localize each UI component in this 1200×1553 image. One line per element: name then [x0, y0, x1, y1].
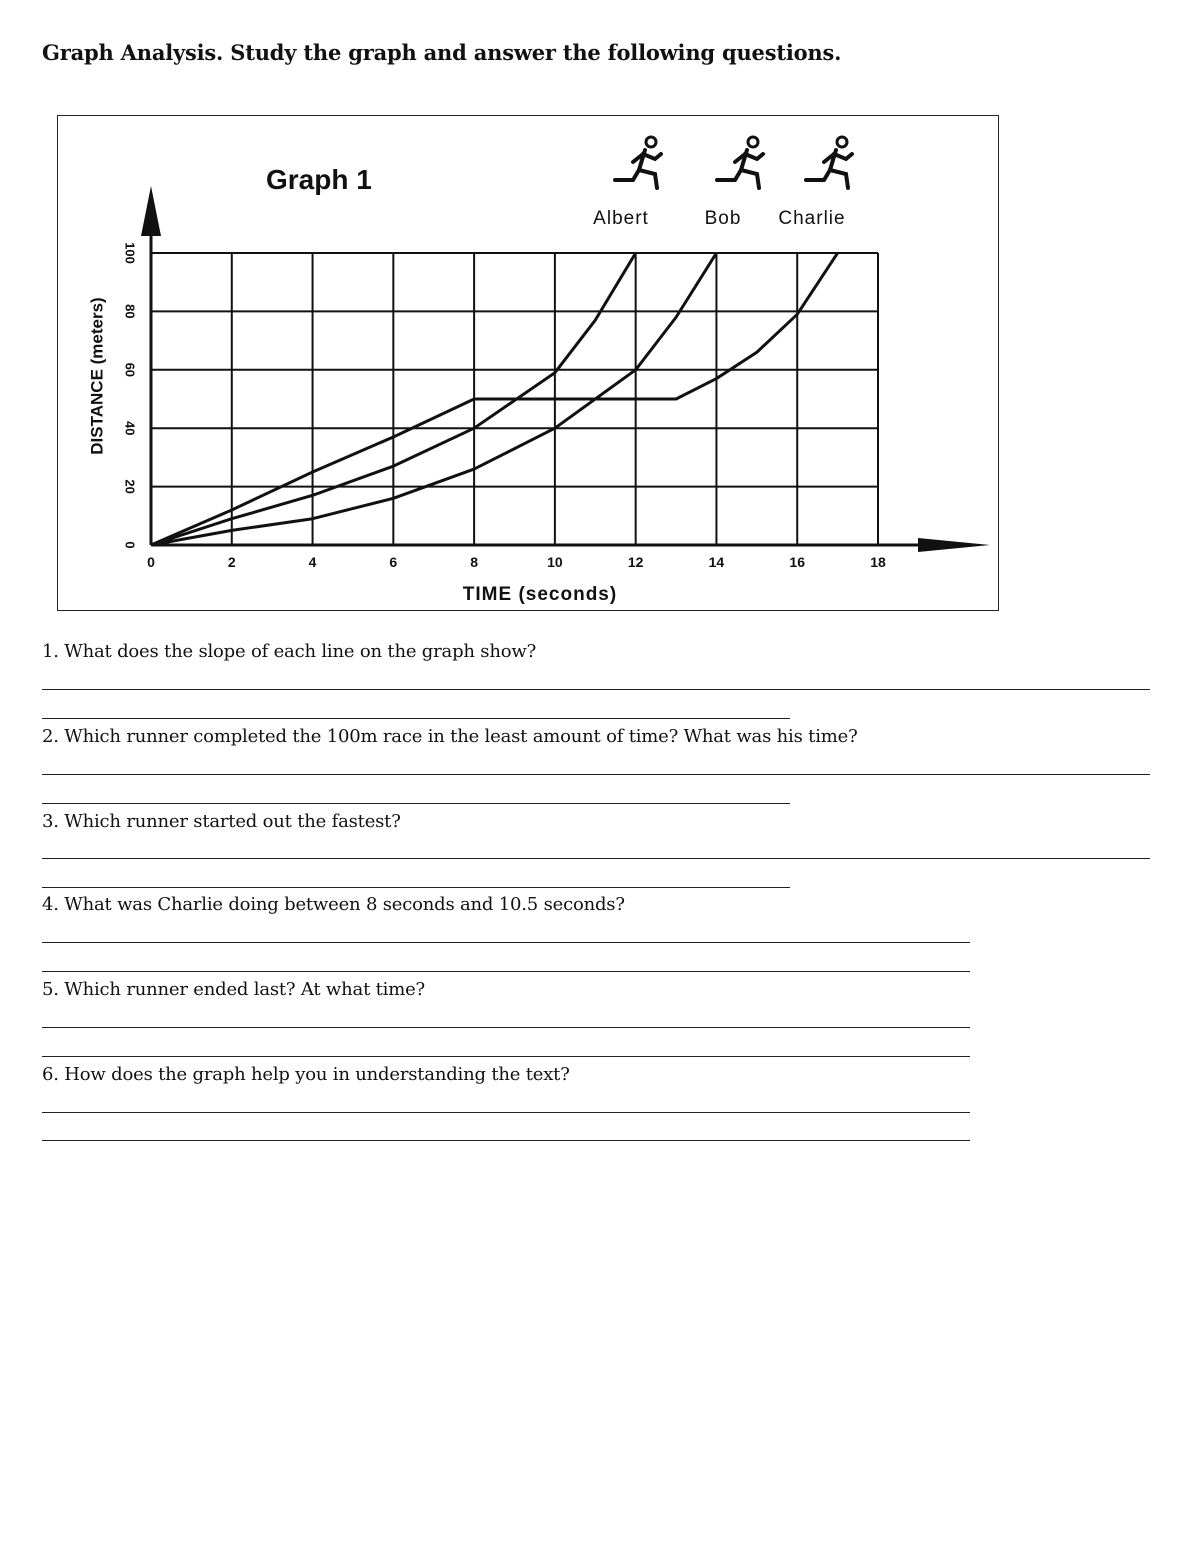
runner-icon	[615, 137, 661, 188]
y-axis-arrowhead	[141, 186, 161, 236]
x-tick-label: 18	[870, 554, 886, 570]
question-1: 1. What does the slope of each line on the graph show?	[42, 641, 537, 662]
x-tick-label: 10	[547, 554, 563, 570]
worksheet-heading: Graph Analysis. Study the graph and answer the following questions.	[42, 40, 842, 65]
x-tick-label: 8	[470, 554, 479, 570]
answer-line[interactable]	[42, 971, 970, 972]
y-tick-label: 0	[122, 541, 138, 549]
y-tick-label: 100	[122, 242, 138, 264]
answer-line[interactable]	[42, 774, 1150, 775]
answer-line[interactable]	[42, 1140, 970, 1141]
runner-icon	[717, 137, 763, 188]
legend-label: Albert	[593, 208, 649, 229]
series-line	[151, 253, 838, 545]
question-4: 4. What was Charlie doing between 8 seconds and 10.5 seconds?	[42, 894, 625, 915]
chart-title: Graph 1	[266, 164, 372, 195]
x-tick-label: 6	[389, 554, 398, 570]
y-tick-label: 40	[122, 420, 138, 436]
legend-label: Bob	[704, 208, 742, 229]
x-axis-arrowhead	[918, 538, 990, 552]
answer-line[interactable]	[42, 1027, 970, 1028]
question-3: 3. Which runner started out the fastest?	[42, 811, 401, 832]
answer-line[interactable]	[42, 887, 790, 888]
distance-time-chart	[58, 116, 1000, 612]
y-tick-label: 20	[122, 479, 138, 494]
x-tick-label: 0	[147, 554, 155, 570]
legend-label: Charlie	[778, 208, 846, 229]
answer-line[interactable]	[42, 718, 790, 719]
answer-line[interactable]	[42, 1056, 970, 1057]
answer-line[interactable]	[42, 803, 790, 804]
x-tick-label: 4	[308, 554, 317, 570]
x-tick-label: 16	[789, 554, 806, 570]
answer-line[interactable]	[42, 858, 1150, 859]
y-axis-label: DISTANCE (meters)	[87, 297, 107, 455]
x-tick-label: 14	[708, 554, 725, 570]
x-axis-label: TIME (seconds)	[462, 584, 618, 605]
runner-icon	[806, 137, 852, 188]
answer-line[interactable]	[42, 942, 970, 943]
x-tick-label: 12	[627, 554, 644, 570]
answer-line[interactable]	[42, 1112, 970, 1113]
question-2: 2. Which runner completed the 100m race in the least amount of time? What was his time?	[42, 726, 858, 747]
x-tick-label: 2	[227, 554, 236, 570]
answer-line[interactable]	[42, 689, 1150, 690]
graph-figure	[57, 115, 999, 611]
y-tick-label: 60	[122, 362, 138, 378]
y-tick-label: 80	[122, 304, 138, 319]
question-6: 6. How does the graph help you in understanding the text?	[42, 1064, 570, 1085]
question-5: 5. Which runner ended last? At what time?	[42, 979, 425, 1000]
